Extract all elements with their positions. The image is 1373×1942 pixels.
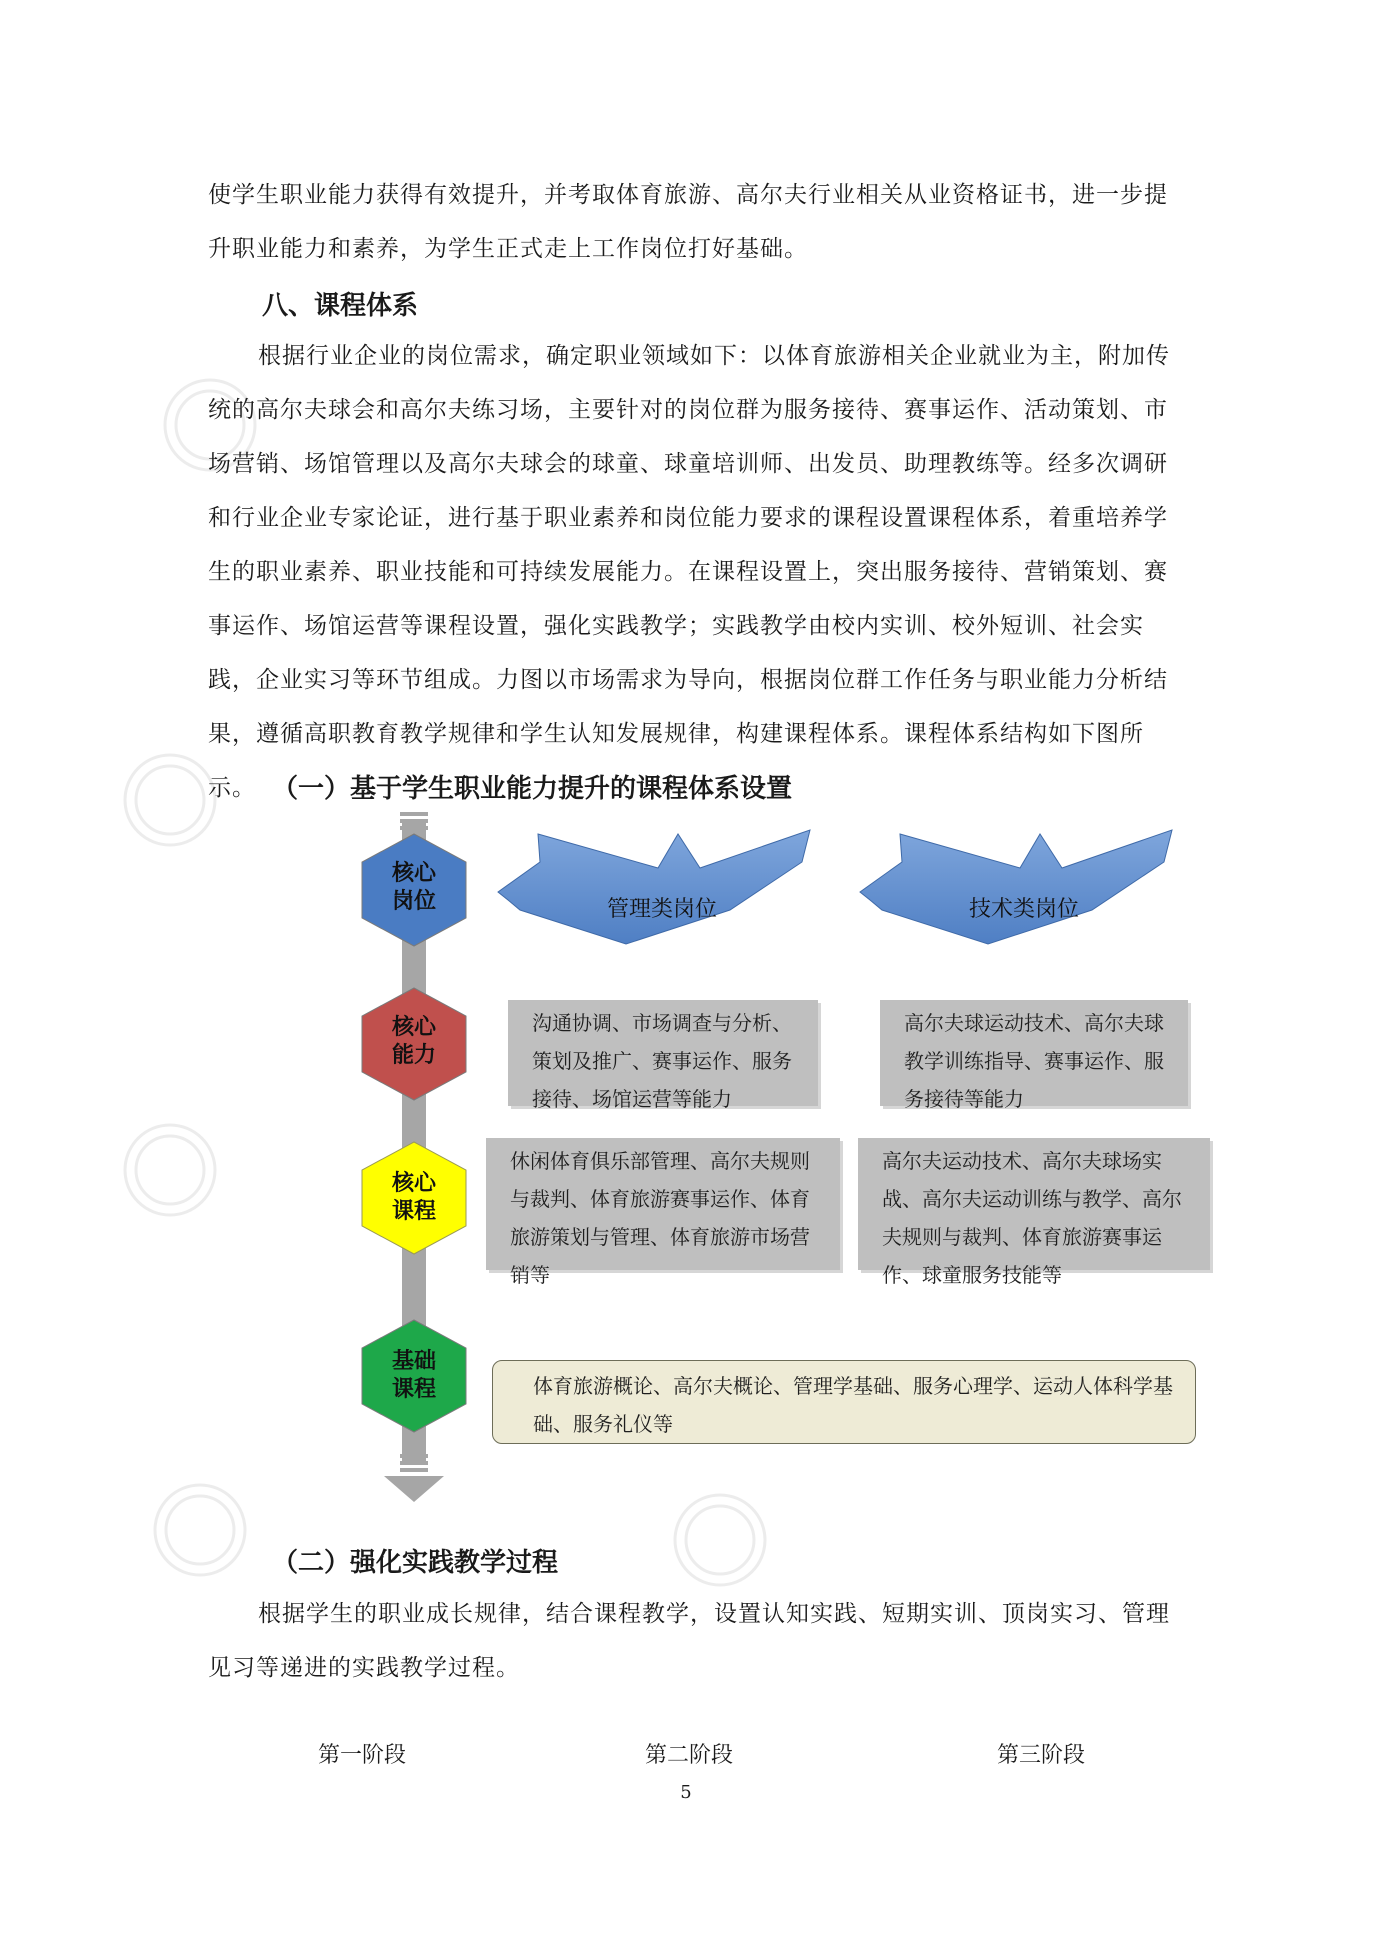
label-line-2: 岗位: [391, 889, 436, 914]
hexagon-label-core-ability: [354, 1014, 474, 1070]
arrow-management-positions: [498, 830, 810, 944]
ability-box-management: 沟通协调、市场调查与分析、策划及推广、赛事运作、服务接待、场馆运营等能力: [508, 1000, 818, 1106]
label-line-1: 核心: [391, 861, 436, 886]
ability-box-technical: 高尔夫球运动技术、高尔夫球教学训练指导、赛事运作、服务接待等能力: [880, 1000, 1188, 1106]
stage-label-3: 第三阶段: [997, 1743, 1086, 1768]
connector-top-stripes: [400, 812, 428, 830]
subheading-practice-teaching: （二）强化实践教学过程: [272, 1548, 559, 1578]
arrow-label-management: 管理类岗位: [606, 897, 717, 922]
stage-label-2: 第二阶段: [645, 1743, 734, 1768]
hexagon-label-basic-course: [354, 1348, 474, 1404]
label-line-2: 课程: [391, 1377, 436, 1402]
course-system-diagram: [340, 812, 1220, 1512]
label-line-1: 核心: [391, 1015, 436, 1040]
paragraph-practice-teaching: 根据学生的职业成长规律，结合课程教学，设置认知实践、短期实训、顶岗实习、管理见习等递进的实践教学过程。: [208, 1601, 1170, 1681]
core-course-box-management: 休闲体育俱乐部管理、高尔夫规则与裁判、体育旅游赛事运作、体育旅游策划与管理、体育旅游市场营销等: [486, 1138, 840, 1270]
core-course-box-technical: 高尔夫运动技术、高尔夫球场实战、高尔夫运动训练与教学、高尔夫规则与裁判、体育旅游赛事运作、球童服务技能等: [858, 1138, 1210, 1270]
hexagon-label-core-course: [354, 1170, 474, 1226]
label-line-2: 课程: [391, 1199, 436, 1224]
arrow-label-technical: 技术类岗位: [968, 897, 1079, 922]
connector-bottom-stripes: [400, 1454, 428, 1472]
label-line-2: 能力: [391, 1043, 436, 1068]
down-arrow-icon: [384, 1476, 444, 1502]
subheading-course-setup: （一）基于学生职业能力提升的课程体系设置: [272, 774, 793, 804]
section-heading-course-system: 八、课程体系: [262, 291, 419, 321]
arrow-technical-positions: [860, 830, 1172, 944]
paragraph-continuation: 使学生职业能力获得有效提升，并考取体育旅游、高尔夫行业相关从业资格证书，进一步提升职业能力和素养，为学生正式走上工作岗位打好基础。: [208, 182, 1168, 262]
paragraph-course-system: 根据行业企业的岗位需求，确定职业领域如下：以体育旅游相关企业就业为主，附加传统的高尔夫球会和高尔夫练习场，主要针对的岗位群为服务接待、赛事运作、活动策划、市场营销、场馆管理以及高尔夫球会的球童、球童培训师、出发员、助理教练等。经多次调研和行业企业专家论证，进行基于职业素养和岗位能力要求的课程设置课程体系，着重培养学生的职业素养、职业技能和可持续发展能力。在课程设置上，突出服务接待、营销策划、赛事运作、场馆运营等课程设置，强化实践教学；实践教学由校内实训、校外短训、社会实践，企业实习等环节组成。力图以市场需求为导向，根据岗位群工作任务与职业能力分析结果，遵循高职教育教学规律和学生认知发展规律，构建课程体系。课程体系结构如下图所示。: [208, 343, 1170, 801]
stage-label-1: 第一阶段: [318, 1743, 407, 1768]
hexagon-label-core-position: [354, 860, 474, 916]
label-line-1: 基础: [391, 1349, 436, 1374]
label-line-1: 核心: [391, 1171, 436, 1196]
page-number: 5: [680, 1782, 692, 1803]
basic-course-box: 体育旅游概论、高尔夫概论、管理学基础、服务心理学、运动人体科学基础、服务礼仪等: [492, 1360, 1196, 1444]
